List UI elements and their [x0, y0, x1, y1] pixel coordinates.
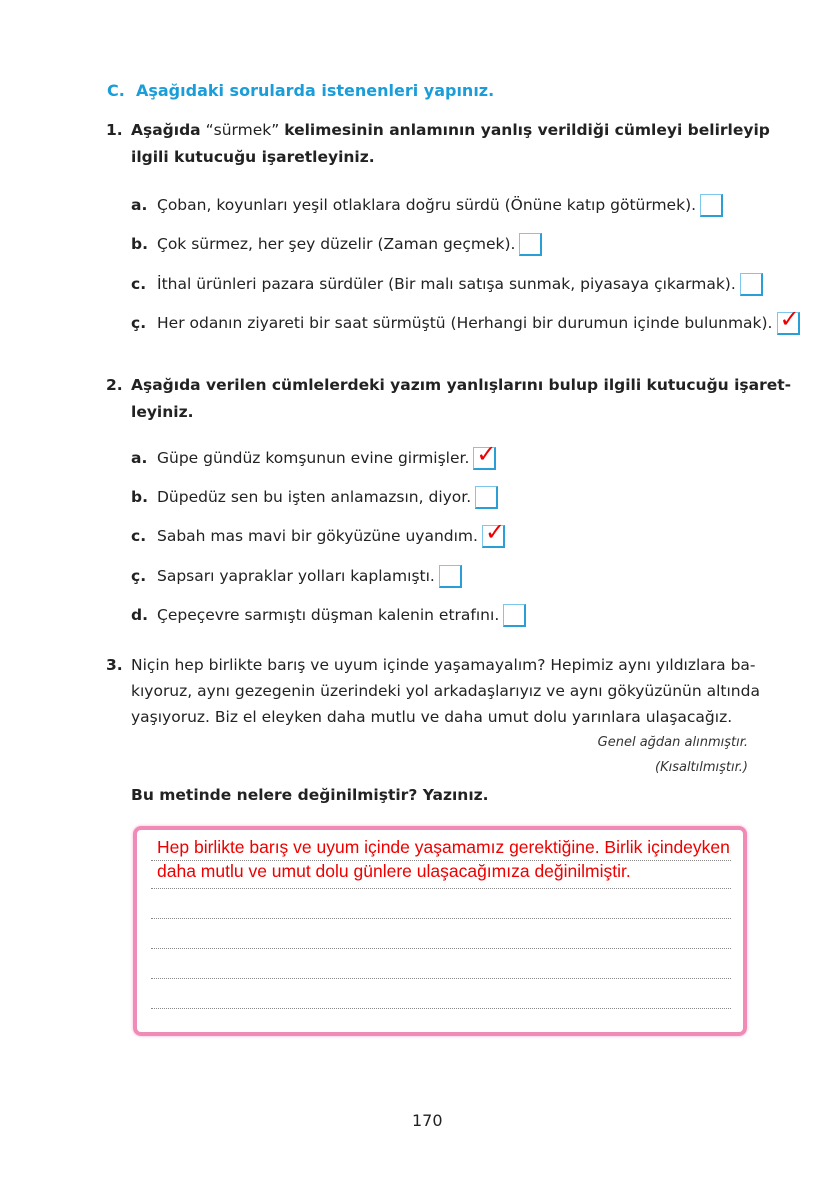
item-text: Çok sürmez, her şey düzelir (Zaman geçmek).	[157, 235, 516, 253]
item-label: b.	[131, 235, 148, 253]
checkmark-icon: ✓	[779, 305, 800, 333]
list-item	[131, 604, 526, 627]
checkbox[interactable]	[777, 305, 800, 335]
writing-line	[151, 978, 731, 979]
item-text: Sapsarı yapraklar yolları kaplamıştı.	[157, 567, 435, 585]
checkbox[interactable]	[519, 233, 542, 256]
item-text: Her odanın ziyareti bir saat sürmüştü (Herhangi bir durumun içinde bulunmak).	[157, 314, 773, 332]
item-label: ç.	[131, 567, 147, 585]
list-item	[131, 194, 723, 217]
checkbox[interactable]	[475, 486, 498, 509]
item-label: c.	[131, 527, 147, 545]
item-label: c.	[131, 275, 147, 293]
writing-line	[151, 888, 731, 889]
list-item	[131, 486, 498, 509]
answer-box[interactable]	[133, 826, 747, 1036]
q2-instruction-2: leyiniz.	[131, 403, 194, 421]
q3-text-line: kıyoruz, aynı gezegenin üzerindeki yol arkadaşlarıyız ve aynı gökyüzünün altında	[131, 682, 760, 700]
item-text: Sabah mas mavi bir gökyüzüne uyandım.	[157, 527, 478, 545]
q3-text-line: Niçin hep birlikte barış ve uyum içinde yaşamayalım? Hepimiz aynı yıldızlara ba-	[131, 656, 756, 674]
item-text: Düpedüz sen bu işten anlamazsın, diyor.	[157, 488, 472, 506]
list-item	[131, 305, 800, 335]
item-text: Çoban, koyunları yeşil otlaklara doğru sürdü (Önüne katıp götürmek).	[157, 196, 697, 214]
q1-instruction-2: ilgili kutucuğu işaretleyiniz.	[131, 148, 375, 166]
item-label: ç.	[131, 314, 147, 332]
item-text: Güpe gündüz komşunun evine girmişler.	[157, 449, 470, 467]
list-item	[131, 565, 462, 588]
checkmark-icon: ✓	[484, 518, 506, 546]
list-item	[131, 518, 506, 548]
checkmark-icon: ✓	[476, 440, 497, 468]
checkbox[interactable]	[700, 194, 723, 217]
item-text: Çepeçevre sarmıştı düşman kalenin etrafını.	[157, 606, 500, 624]
abridged-note: (Kısaltılmıştır.)	[655, 760, 748, 775]
item-label: a.	[131, 449, 148, 467]
list-item	[131, 273, 763, 296]
q3-text-line: yaşıyoruz. Biz el eleyken daha mutlu ve daha umut dolu yarınlara ulaşacağız.	[131, 708, 733, 726]
writing-line	[151, 1008, 731, 1009]
q1-number: 1.	[106, 121, 123, 139]
list-item	[131, 233, 542, 256]
list-item	[131, 440, 497, 470]
checkbox[interactable]	[473, 440, 497, 470]
q3-number: 3.	[106, 656, 123, 674]
source-note: Genel ağdan alınmıştır.	[597, 735, 748, 750]
item-text: İthal ürünleri pazara sürdüler (Bir malı satışa sunmak, piyasaya çıkarmak).	[157, 275, 736, 293]
q2-instruction: Aşağıda verilen cümlelerdeki yazım yanlışlarını bulup ilgili kutucuğu işaret-	[131, 376, 792, 394]
handwritten-answer-line: daha mutlu ve umut dolu günlere ulaşacağımıza değinilmiştir.	[157, 861, 631, 881]
checkbox[interactable]	[740, 273, 763, 296]
q3-prompt: Bu metinde nelere değinilmiştir? Yazınız.	[131, 786, 489, 804]
q2-number: 2.	[106, 376, 123, 394]
item-label: b.	[131, 488, 148, 506]
item-label: d.	[131, 606, 148, 624]
q1-instruction: Aşağıda “sürmek” kelimesinin anlamının yanlış verildiği cümleyi belirleyip	[131, 121, 770, 139]
section-heading: C. Aşağıdaki sorularda istenenleri yapınız.	[107, 81, 495, 100]
checkbox[interactable]	[482, 518, 506, 548]
writing-line	[151, 918, 731, 919]
checkbox[interactable]	[439, 565, 462, 588]
handwritten-answer-line: Hep birlikte barış ve uyum içinde yaşamamız gerektiğine. Birlik içindeyken	[157, 837, 730, 857]
writing-line	[151, 948, 731, 949]
page-number: 170	[412, 1111, 443, 1130]
item-label: a.	[131, 196, 148, 214]
checkbox[interactable]	[503, 604, 526, 627]
